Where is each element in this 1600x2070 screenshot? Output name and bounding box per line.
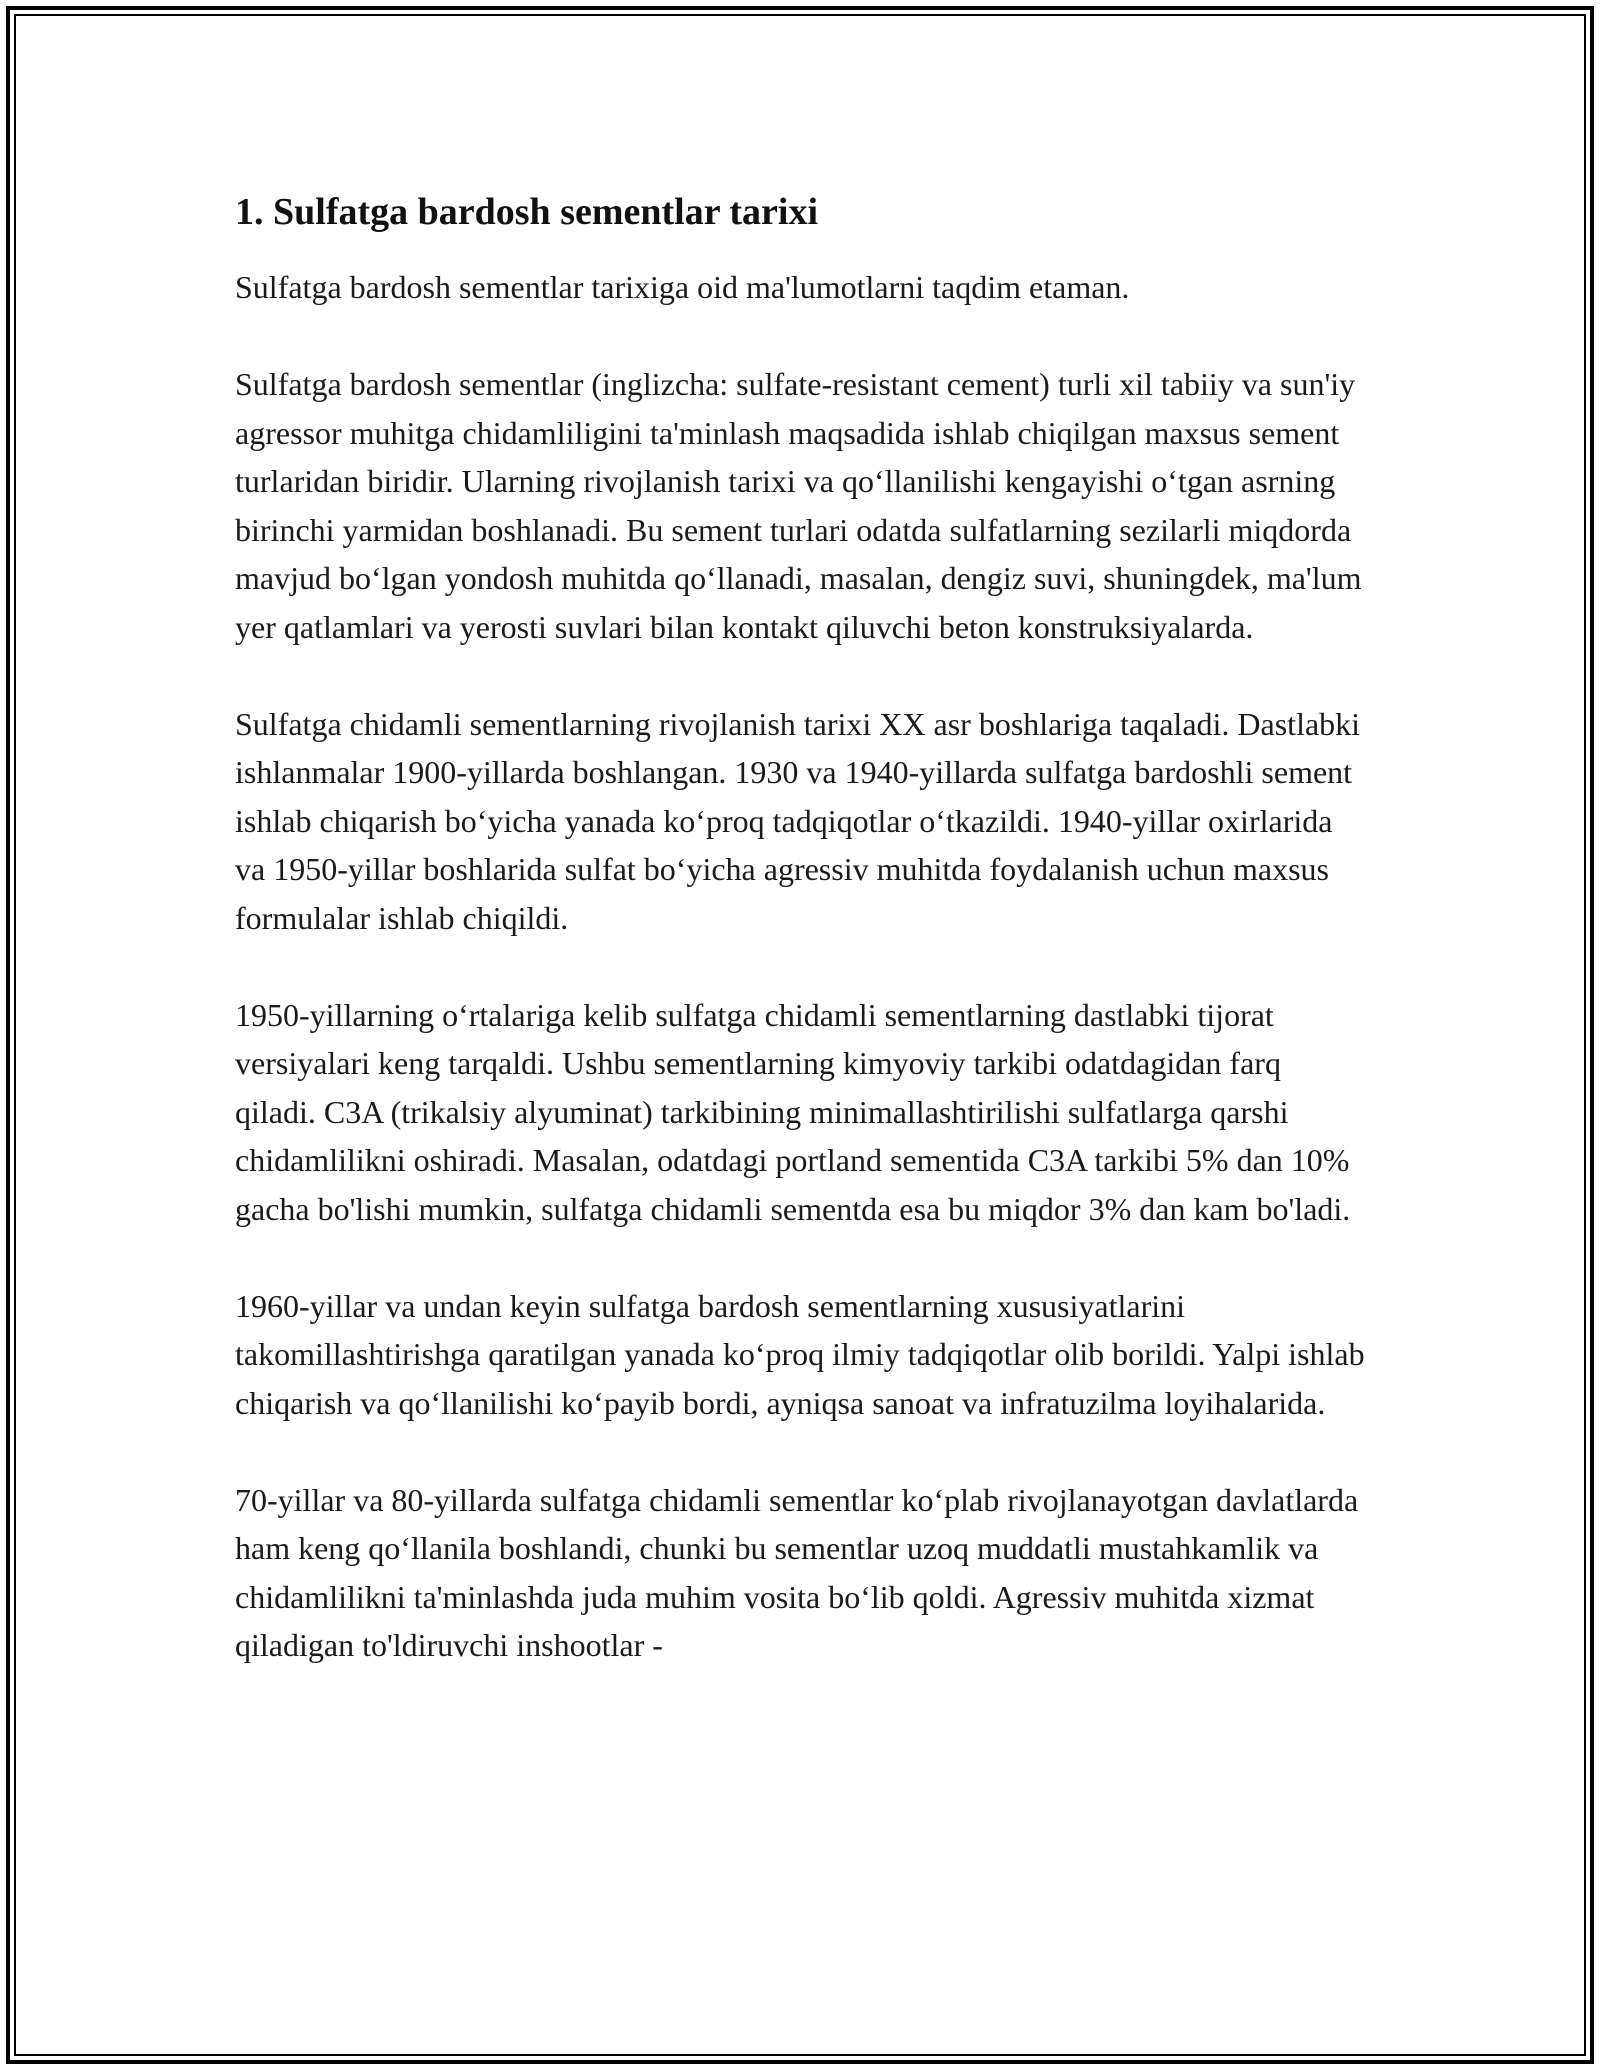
paragraph-early-history: Sulfatga chidamli sementlarning rivojlanish tarixi XX asr boshlariga taqaladi. Dastlabki ishlanmalar 1900-yillarda boshlangan. 1930 va 1940-yillarda sulfatga bardoshli sement ishlab chiqarish bo‘yicha yanada ko‘proq tadqiqotlar o‘tkazildi. 1940-yillar oxirlarida va 1950-yillar boshlarida sulfat bo‘yicha agressiv muhitda foydalanish uchun maxsus formulalar ishlab chiqildi. [235,705,1361,936]
section-heading: 1. Sulfatga bardosh sementlar tarixi [235,191,819,233]
document-body [235,186,1365,1670]
intro-paragraph: Sulfatga bardosh sementlar tarixiga oid ma'lumotlarni taqdim etaman. [235,269,1130,305]
paragraph-1950s: 1950-yillarning o‘rtalariga kelib sulfatga chidamli sementlarning dastlabki tijorat versiyalari keng tarqaldi. Ushbu sementlarning kimyoviy tarkibi odatdagidan farq qiladi. C3A (trikalsiy alyuminat) tarkibining minimallashtirilishi sulfatlarga qarshi chidamlilikni oshiradi. Masalan, odatdagi portland sementida C3A tarkibi 5% dan 10% gacha bo'lishi mumkin, sulfatga chidamli sementda esa bu miqdor 3% dan kam bo'ladi. [235,996,1351,1227]
paragraph-overview: Sulfatga bardosh sementlar (inglizcha: sulfate-resistant cement) turli xil tabiiy va sun'iy agressor muhitga chidamliligini ta'minlash maqsadida ishlab chiqilgan maxsus sement turlaridan biridir. Ularning rivojlanish tarixi va qo‘llanilishi kengayishi o‘tgan asrning birinchi yarmidan boshlanadi. Bu sement turlari odatda sulfatlarning sezilarli miqdorda mavjud bo‘lgan yondosh muhitda qo‘llanadi, masalan, dengiz suvi, shuningdek, ma'lum yer qatlamlari va yerosti suvlari bilan kontakt qiluvchi beton konstruksiyalarda. [235,366,1362,645]
paragraph-1970s-80s: 70-yillar va 80-yillarda sulfatga chidamli sementlar ko‘plab rivojlanayotgan davlatlarda ham keng qo‘llanila boshlandi, chunki bu sementlar uzoq muddatli mustahkamlik va chidamlilikni ta'minlashda juda muhim vosita bo‘lib qoldi. Agressiv muhitda xizmat qiladigan to'ldiruvchi inshootlar - [235,1481,1359,1663]
paragraph-1960s: 1960-yillar va undan keyin sulfatga bardosh sementlarning xususiyatlarini takomillashtirishga qaratilgan yanada ko‘proq ilmiy tadqiqotlar olib borildi. Yalpi ishlab chiqarish va qo‘llanilishi ko‘payib bordi, ayniqsa sanoat va infratuzilma loyihalarida. [235,1287,1365,1421]
